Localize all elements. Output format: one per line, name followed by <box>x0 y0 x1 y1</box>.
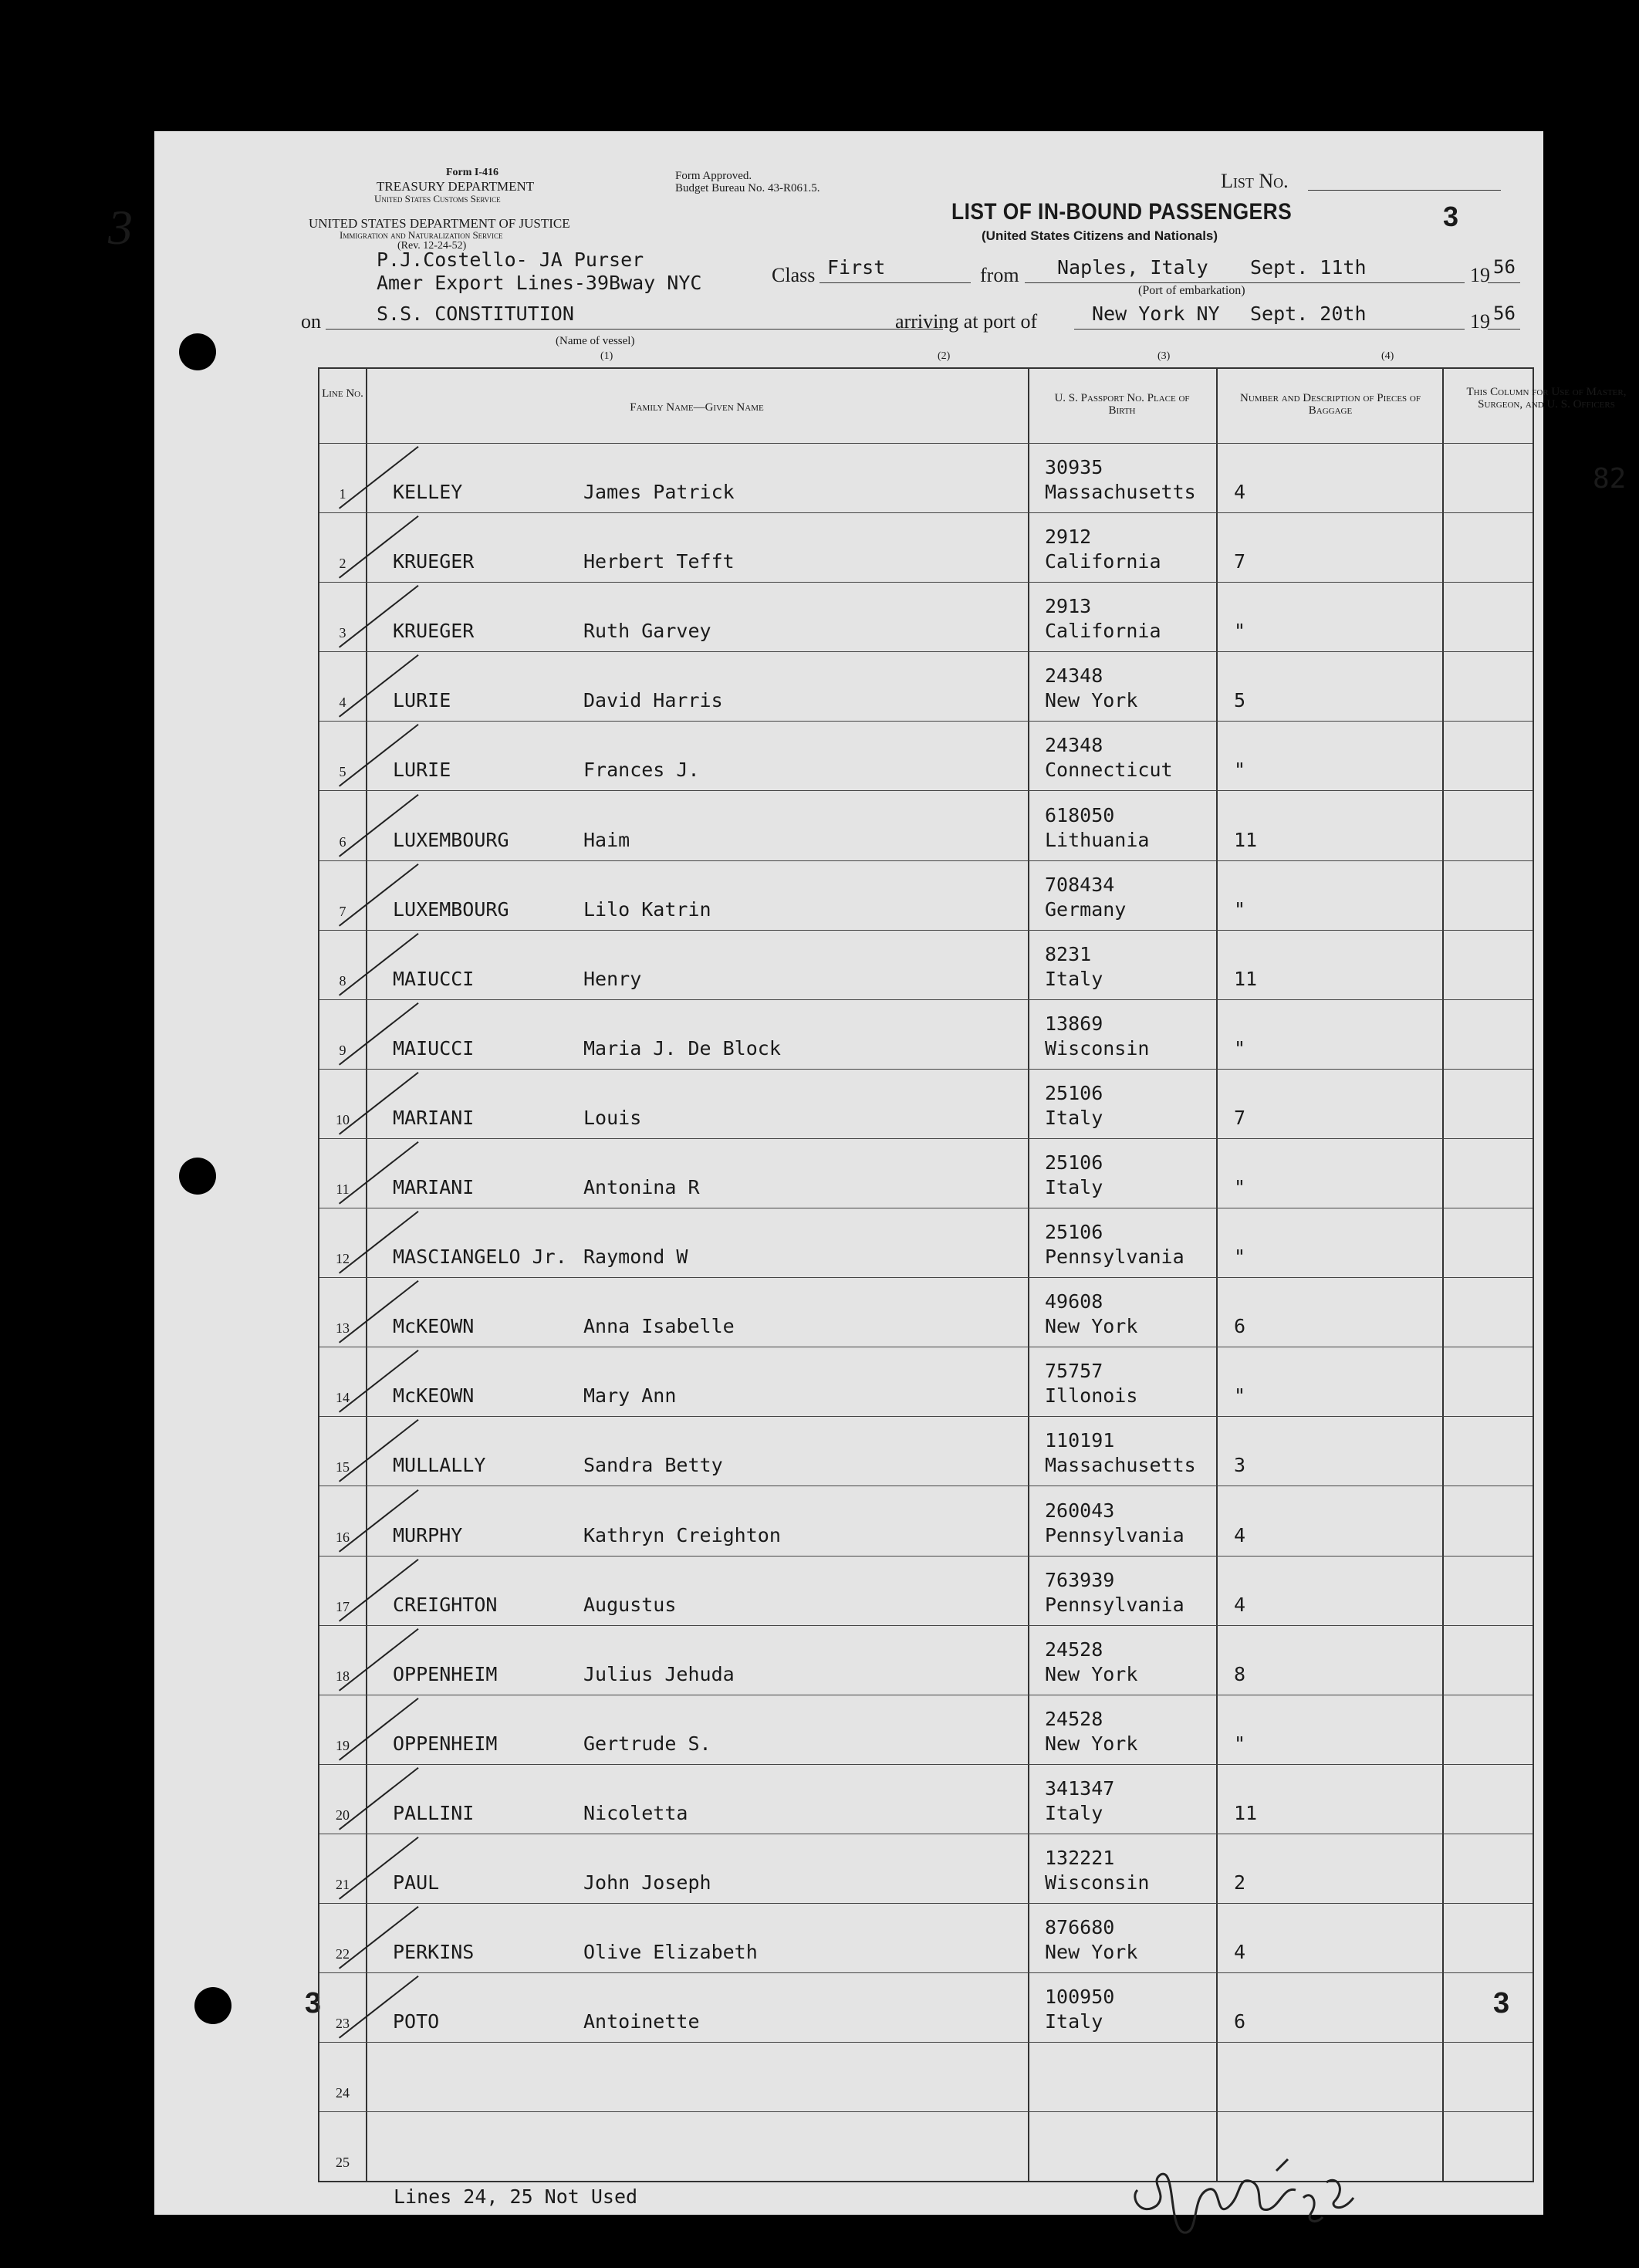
place-of-birth: New York <box>1045 1732 1138 1755</box>
form-title: LIST OF IN-BOUND PASSENGERS <box>951 199 1293 225</box>
line-number: 6 <box>339 833 346 850</box>
place-of-birth: Wisconsin <box>1045 1036 1150 1060</box>
baggage-count: 7 <box>1234 550 1246 573</box>
passport-number: 2912 <box>1045 526 1092 549</box>
baggage-count: " <box>1234 620 1246 643</box>
passport-number: 618050 <box>1045 803 1115 826</box>
family-name: KRUEGER <box>393 620 475 643</box>
given-name: Antoinette <box>583 2010 700 2033</box>
given-name: Kathryn Creighton <box>583 1523 781 1546</box>
header-name: Family Name—Given Name <box>630 401 764 414</box>
document-page <box>108 131 1627 2215</box>
embark-year-prefix: 19 <box>1470 264 1490 286</box>
passport-number: 30935 <box>1045 456 1103 478</box>
on-label: on <box>301 310 321 333</box>
baggage-count: 2 <box>1234 1871 1246 1894</box>
passport-number: 24528 <box>1045 1707 1103 1730</box>
family-name: PAUL <box>393 1871 440 1894</box>
table-row <box>319 443 1533 512</box>
place-of-birth: Pennsylvania <box>1045 1523 1184 1546</box>
place-of-birth: New York <box>1045 689 1138 712</box>
punch-hole <box>179 1158 216 1195</box>
table-row <box>319 1486 1533 1556</box>
inspector-signature <box>1122 2144 1384 2252</box>
table-row <box>319 721 1533 790</box>
table-row <box>319 651 1533 721</box>
given-name: Haim <box>583 828 630 851</box>
family-name: MULLALLY <box>393 1454 486 1477</box>
line-number: 16 <box>336 1529 350 1545</box>
table-row <box>319 1416 1533 1486</box>
class-value: First <box>827 256 886 279</box>
form-revision: (Rev. 12-24-52) <box>397 240 467 252</box>
line-number: 19 <box>336 1737 350 1753</box>
place-of-birth: Massachusetts <box>1045 481 1196 503</box>
header-passport: U. S. Passport No. Place of Birth <box>1054 392 1190 417</box>
passport-number: 2913 <box>1045 595 1092 618</box>
place-of-birth: Italy <box>1045 1106 1103 1129</box>
given-name: Mary Ann <box>583 1384 677 1408</box>
place-of-birth: Connecticut <box>1045 759 1173 782</box>
place-of-birth: New York <box>1045 1941 1138 1964</box>
passport-number: 132221 <box>1045 1847 1115 1869</box>
passport-number: 25106 <box>1045 1081 1103 1104</box>
line-number: 14 <box>336 1390 350 1406</box>
arrival-port: New York NY <box>1092 303 1220 325</box>
given-name: Louis <box>583 1106 642 1129</box>
passport-number: 24348 <box>1045 664 1103 688</box>
given-name: Julius Jehuda <box>583 1662 735 1685</box>
baggage-count: " <box>1234 1246 1246 1269</box>
passport-number: 24528 <box>1045 1638 1103 1661</box>
baggage-count: 6 <box>1234 2010 1246 2033</box>
place-of-birth: California <box>1045 620 1161 643</box>
table-row <box>319 1347 1533 1416</box>
officer-count: 82 <box>1593 463 1627 495</box>
col-index-1: (1) <box>600 350 613 362</box>
passport-number: 100950 <box>1045 1986 1115 2009</box>
baggage-count: " <box>1234 1036 1246 1060</box>
baggage-count: " <box>1234 1732 1246 1755</box>
passport-number: 341347 <box>1045 1776 1115 1800</box>
family-name: PERKINS <box>393 1941 475 1964</box>
arriving-label: arriving at port of <box>895 310 1038 333</box>
header-baggage: Number and Description of Pieces of Baggage <box>1240 392 1421 417</box>
table-row <box>319 512 1533 582</box>
line-number: 21 <box>336 1877 350 1892</box>
header-officers: This Column for Use of Master, Surgeon, and U. S. Officers <box>1466 386 1627 411</box>
table-row <box>319 1695 1533 1764</box>
table-row <box>319 930 1533 999</box>
ins-service: Immigration and Naturalization Service <box>340 229 503 241</box>
given-name: Maria J. De Block <box>583 1036 781 1060</box>
given-name: Raymond W <box>583 1246 688 1269</box>
given-name: Sandra Betty <box>583 1454 723 1477</box>
baggage-count: " <box>1234 759 1246 782</box>
table-row <box>319 1138 1533 1208</box>
place-of-birth: Italy <box>1045 1176 1103 1198</box>
table-row <box>319 791 1533 860</box>
embark-port: Naples, Italy <box>1057 256 1208 279</box>
punch-hole <box>179 333 216 370</box>
table-row <box>319 1069 1533 1138</box>
page-number: 3 <box>1443 201 1459 232</box>
line-number: 24 <box>336 2085 350 2101</box>
baggage-count: 4 <box>1234 1593 1246 1616</box>
margin-3-left: 3 <box>305 1987 322 2020</box>
line-number: 10 <box>336 1111 350 1127</box>
port-embark-caption: (Port of embarkation) <box>1138 284 1245 297</box>
baggage-count: 8 <box>1234 1662 1246 1685</box>
baggage-count: 4 <box>1234 1523 1246 1546</box>
baggage-count: 11 <box>1234 828 1258 851</box>
line-number: 11 <box>336 1181 350 1197</box>
baggage-count: 6 <box>1234 1315 1246 1338</box>
place-of-birth: Pennsylvania <box>1045 1593 1184 1616</box>
line-number: 23 <box>336 2016 350 2032</box>
place-of-birth: Pennsylvania <box>1045 1246 1184 1269</box>
family-name: PALLINI <box>393 1801 475 1824</box>
passport-number: 75757 <box>1045 1360 1103 1383</box>
family-name: McKEOWN <box>393 1315 475 1338</box>
line-number: 12 <box>336 1251 350 1267</box>
passport-number: 876680 <box>1045 1916 1115 1939</box>
arrival-date: Sept. 20th <box>1250 303 1367 325</box>
treasury-dept: TREASURY DEPARTMENT <box>377 179 535 194</box>
col-index-4: (4) <box>1381 350 1394 362</box>
passport-number: 25106 <box>1045 1221 1103 1244</box>
given-name: Olive Elizabeth <box>583 1941 758 1964</box>
budget-bureau: Budget Bureau No. 43-R061.5. <box>675 182 820 194</box>
passport-number: 25106 <box>1045 1151 1103 1174</box>
vessel-name: S.S. CONSTITUTION <box>377 303 574 325</box>
line-number: 13 <box>336 1320 350 1337</box>
place-of-birth: Wisconsin <box>1045 1871 1150 1894</box>
given-name: Lilo Katrin <box>583 897 711 921</box>
family-name: LURIE <box>393 689 451 712</box>
table-row <box>319 1972 1533 2042</box>
family-name: MAIUCCI <box>393 967 475 990</box>
line-number: 7 <box>339 903 346 919</box>
given-name: David Harris <box>583 689 723 712</box>
col-index-2: (2) <box>938 350 951 362</box>
line-number: 18 <box>336 1668 350 1684</box>
table-row <box>319 1764 1533 1834</box>
given-name: Antonina R <box>583 1176 700 1198</box>
punch-hole <box>194 1987 231 2024</box>
line-number: 22 <box>336 1946 350 1962</box>
customs-service: United States Customs Service <box>374 193 501 204</box>
family-name: OPPENHEIM <box>393 1662 498 1685</box>
margin-3-right: 3 <box>1493 1987 1510 2020</box>
given-name: James Patrick <box>583 481 735 503</box>
baggage-count: 4 <box>1234 1941 1246 1964</box>
baggage-count: 11 <box>1234 1801 1258 1824</box>
passenger-table <box>318 367 1627 2182</box>
place-of-birth: New York <box>1045 1662 1138 1685</box>
passport-number: 260043 <box>1045 1499 1115 1522</box>
passport-number: 13869 <box>1045 1012 1103 1035</box>
class-label: Class <box>772 264 816 286</box>
family-name: LURIE <box>393 759 451 782</box>
table-row <box>319 1625 1533 1695</box>
embark-year: 56 <box>1493 256 1516 278</box>
agent-line-2: Amer Export Lines-39Bway NYC <box>377 272 702 294</box>
family-name: KRUEGER <box>393 550 475 573</box>
col-index-3: (3) <box>1157 350 1171 362</box>
table-row <box>319 2042 1533 2111</box>
table-row <box>319 1208 1533 1277</box>
table-row <box>319 582 1533 651</box>
line-number: 2 <box>339 556 346 572</box>
family-name: MARIANI <box>393 1106 475 1129</box>
table-row <box>319 1277 1533 1347</box>
table-row <box>319 1834 1533 1903</box>
given-name: Herbert Tefft <box>583 550 735 573</box>
list-no-label: List No. <box>1221 170 1289 192</box>
baggage-count: " <box>1234 1176 1246 1198</box>
place-of-birth: Massachusetts <box>1045 1454 1196 1477</box>
line-number: 20 <box>336 1807 350 1823</box>
dept-justice: UNITED STATES DEPARTMENT OF JUSTICE <box>309 216 570 231</box>
family-name: POTO <box>393 2010 440 2033</box>
place-of-birth: Italy <box>1045 2010 1103 2033</box>
place-of-birth: Germany <box>1045 897 1127 921</box>
given-name: Nicoletta <box>583 1801 688 1824</box>
baggage-count: " <box>1234 897 1246 921</box>
arrival-year: 56 <box>1493 303 1516 324</box>
family-name: McKEOWN <box>393 1384 475 1408</box>
line-number: 3 <box>339 625 346 641</box>
family-name: MASCIANGELO Jr. <box>393 1246 567 1269</box>
place-of-birth: Illonois <box>1045 1384 1138 1408</box>
form-subtitle: (United States Citizens and Nationals) <box>982 228 1218 243</box>
line-number: 15 <box>336 1459 350 1475</box>
baggage-count: " <box>1234 1384 1246 1408</box>
passport-number: 110191 <box>1045 1429 1115 1452</box>
form-approved: Form Approved. <box>675 170 752 182</box>
family-name: MARIANI <box>393 1176 475 1198</box>
line-number: 4 <box>339 695 346 711</box>
line-number: 17 <box>336 1598 350 1614</box>
baggage-count: 3 <box>1234 1454 1246 1477</box>
passport-number: 708434 <box>1045 873 1115 896</box>
family-name: LUXEMBOURG <box>393 828 509 851</box>
baggage-count: 7 <box>1234 1106 1246 1129</box>
table-row <box>319 1903 1533 1972</box>
line-number: 5 <box>339 764 346 780</box>
arrival-year-prefix: 19 <box>1470 310 1490 333</box>
given-name: John Joseph <box>583 1871 711 1894</box>
agent-line-1: P.J.Costello- JA Purser <box>377 248 644 271</box>
header-line-no: Line No. <box>322 387 363 400</box>
given-name: Gertrude S. <box>583 1732 711 1755</box>
line-number: 25 <box>336 2155 350 2171</box>
given-name: Ruth Garvey <box>583 620 711 643</box>
baggage-count: 5 <box>1234 689 1246 712</box>
family-name: OPPENHEIM <box>393 1732 498 1755</box>
given-name: Frances J. <box>583 759 700 782</box>
given-name: Henry <box>583 967 642 990</box>
line-number: 8 <box>339 972 346 989</box>
passport-number: 8231 <box>1045 942 1092 965</box>
family-name: LUXEMBOURG <box>393 897 509 921</box>
place-of-birth: Lithuania <box>1045 828 1150 851</box>
place-of-birth: Italy <box>1045 1801 1103 1824</box>
line-number: 9 <box>339 1042 346 1058</box>
family-name: MURPHY <box>393 1523 463 1546</box>
form-number: Form I-416 <box>446 167 499 178</box>
baggage-count: 4 <box>1234 481 1246 503</box>
family-name: MAIUCCI <box>393 1036 475 1060</box>
family-name: CREIGHTON <box>393 1593 498 1616</box>
line-number: 1 <box>339 486 346 502</box>
embark-date: Sept. 11th <box>1250 256 1367 279</box>
vessel-caption: (Name of vessel) <box>556 335 635 347</box>
table-row <box>319 1556 1533 1625</box>
baggage-count: 11 <box>1234 967 1258 990</box>
table-row <box>319 999 1533 1069</box>
passport-number: 763939 <box>1045 1568 1115 1591</box>
place-of-birth: Italy <box>1045 967 1103 990</box>
place-of-birth: New York <box>1045 1315 1138 1338</box>
from-label: from <box>980 264 1019 286</box>
passport-number: 49608 <box>1045 1290 1103 1313</box>
margin-number: 3 <box>108 200 133 255</box>
table-row <box>319 860 1533 930</box>
passport-number: 24348 <box>1045 734 1103 757</box>
footer-note: Lines 24, 25 Not Used <box>394 2185 638 2208</box>
given-name: Anna Isabelle <box>583 1315 735 1338</box>
family-name: KELLEY <box>393 481 463 503</box>
place-of-birth: California <box>1045 550 1161 573</box>
given-name: Augustus <box>583 1593 677 1616</box>
